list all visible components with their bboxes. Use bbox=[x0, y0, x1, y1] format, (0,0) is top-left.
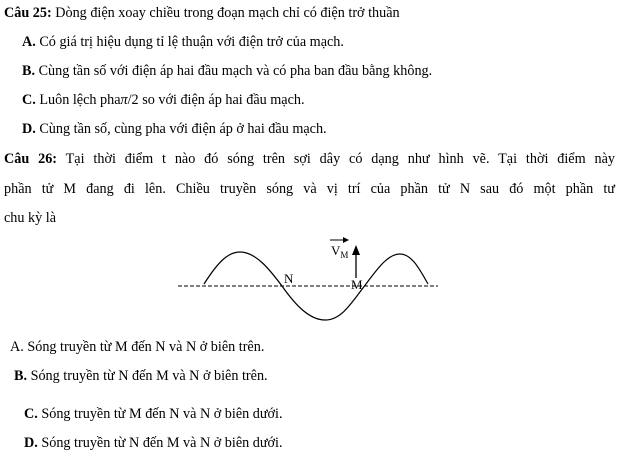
q25-option-a-letter: A. bbox=[22, 34, 36, 50]
q25-option-d-text: Cùng tần số, cùng pha với điện áp ở hai đầu mạch. bbox=[39, 121, 327, 137]
q26-option-d[interactable] bbox=[24, 434, 283, 452]
q26-option-b[interactable] bbox=[14, 367, 268, 385]
question-25-stem bbox=[4, 4, 400, 22]
q25-option-d-letter: D. bbox=[22, 121, 36, 137]
question-25-label: Câu 25: bbox=[4, 5, 52, 21]
question-26-stem-line1 bbox=[4, 150, 615, 168]
q26-option-a-text: Sóng truyền từ M đến N và N ở biên trên. bbox=[27, 339, 265, 355]
q25-option-b-text: Cùng tần số với điện áp hai đầu mạch và có pha ban đầu bằng không. bbox=[38, 63, 433, 79]
point-m-label: M bbox=[351, 277, 363, 292]
velocity-arrow-head bbox=[352, 245, 360, 255]
question-26-text-line2: phần tử M đang đi lên. Chiều truyền sóng và vị trí của phần tử N sau đó một phần tư bbox=[4, 181, 615, 197]
q25-option-a-text: Có giá trị hiệu dụng tỉ lệ thuận với điện trở của mạch. bbox=[39, 34, 344, 50]
q26-option-a[interactable] bbox=[10, 338, 264, 356]
q25-option-a[interactable] bbox=[22, 33, 344, 51]
q26-option-a-letter: A. bbox=[10, 339, 24, 355]
q26-option-c-letter: C. bbox=[24, 406, 38, 422]
q26-option-c[interactable] bbox=[24, 405, 283, 423]
q25-option-c-text-before: Luôn lệch pha bbox=[39, 92, 121, 108]
question-26-text-line3: chu kỳ là bbox=[4, 210, 57, 226]
q26-option-b-text: Sóng truyền từ N đến M và N ở biên trên. bbox=[30, 368, 268, 384]
vector-bar-head bbox=[343, 237, 349, 243]
q25-option-c[interactable] bbox=[22, 91, 305, 109]
q25-option-d[interactable] bbox=[22, 120, 327, 138]
question-26-label: Câu 26: bbox=[4, 151, 58, 167]
question-26-text-line1: Tại thời điểm t nào đó sóng trên sợi dây có dạng như hình vẽ. Tại thời điểm này bbox=[65, 151, 615, 167]
q25-option-c-text-after: /2 so với điện áp hai đầu mạch. bbox=[127, 92, 305, 108]
q25-option-b-letter: B. bbox=[22, 63, 36, 79]
q25-option-c-pi: π bbox=[120, 92, 128, 108]
q25-option-c-letter: C. bbox=[22, 92, 36, 108]
q25-option-b[interactable] bbox=[22, 62, 432, 80]
velocity-label bbox=[331, 243, 348, 260]
question-25-text: Dòng điện xoay chiều trong đoạn mạch chỉ có điện trở thuần bbox=[55, 5, 400, 21]
question-26-stem-line2 bbox=[4, 180, 615, 198]
q26-option-d-text: Sóng truyền từ N đến M và N ở biên dưới. bbox=[41, 435, 283, 451]
velocity-letter: V bbox=[331, 243, 341, 258]
q26-option-b-letter: B. bbox=[14, 368, 28, 384]
q26-option-d-letter: D. bbox=[24, 435, 38, 451]
point-n-label: N bbox=[284, 271, 294, 286]
q26-option-c-text: Sóng truyền từ M đến N và N ở biên dưới. bbox=[41, 406, 283, 422]
velocity-subscript: M bbox=[340, 250, 349, 260]
question-26-stem-line3 bbox=[4, 209, 56, 227]
wave-figure bbox=[170, 232, 445, 332]
